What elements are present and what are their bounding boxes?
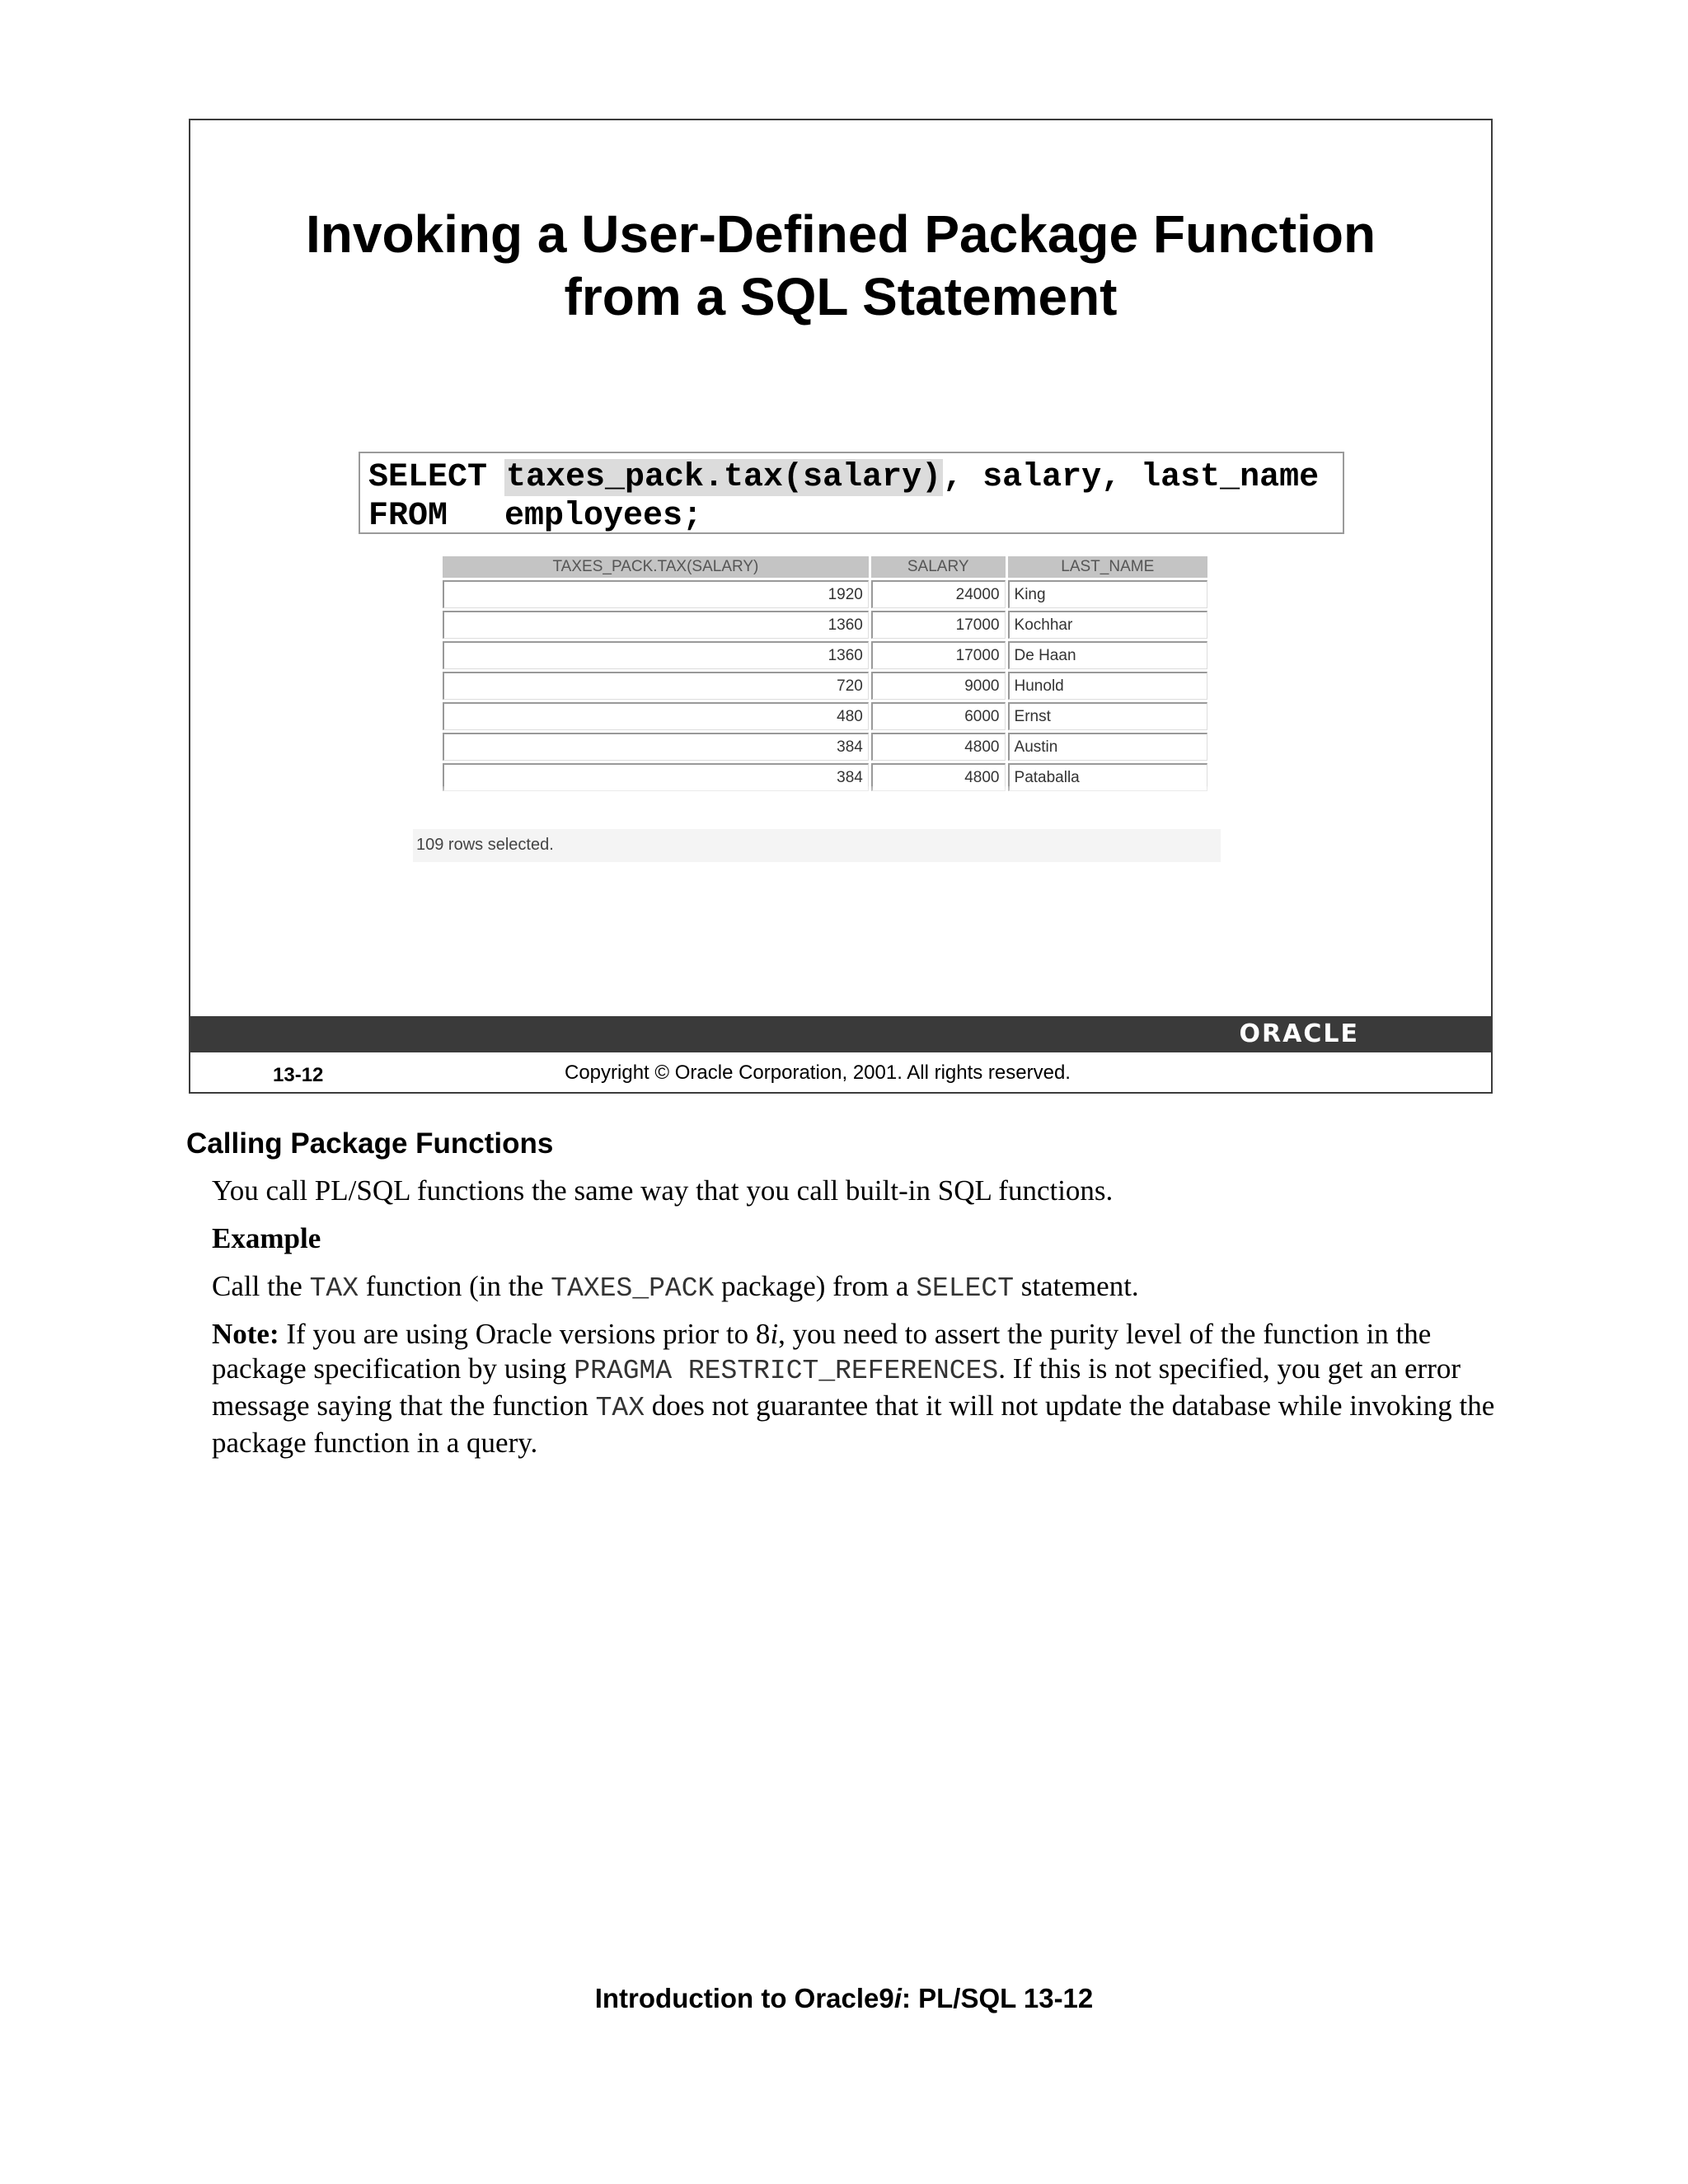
text-span: does not guarantee that it will not update the database while invoking the package function in a query.	[212, 1390, 1495, 1459]
text-span: , you need to assert the purity level of the function in the package specification by using	[212, 1318, 1432, 1385]
code-highlight: taxes_pack.tax(salary)	[506, 459, 942, 496]
table-row	[443, 580, 1207, 608]
footer-italic-i: i	[893, 1983, 902, 2013]
result-table	[440, 554, 1210, 794]
notes-heading: Calling Package Functions	[186, 1127, 554, 1160]
text-span: If you are using Oracle versions prior to 8	[279, 1318, 771, 1350]
tax-cell: 1920	[443, 580, 869, 608]
last-name-cell: King	[1008, 580, 1207, 608]
oracle-logo: ORACLE	[1239, 1019, 1359, 1048]
table-row	[443, 611, 1207, 639]
last-name-cell: De Haan	[1008, 641, 1207, 669]
code-taxes-pack: TAXES_PACK	[551, 1273, 715, 1304]
tax-cell: 1360	[443, 641, 869, 669]
text-span: package) from a	[714, 1270, 917, 1302]
footer-text: Introduction to Oracle9	[594, 1983, 894, 2013]
result-header-row	[443, 556, 1207, 578]
copyright: Copyright © Oracle Corporation, 2001. All rights reserved.	[565, 1062, 1071, 1084]
tax-cell: 384	[443, 763, 869, 791]
code-line-1	[368, 458, 1343, 497]
code-line-2-rest: employees;	[504, 498, 703, 535]
column-header: SALARY	[871, 556, 1006, 578]
code-keyword-from: FROM	[368, 498, 448, 535]
text-span: Call the	[212, 1270, 310, 1302]
tax-cell: 720	[443, 672, 869, 700]
salary-cell: 4800	[871, 763, 1006, 791]
text-span: . If this is not specified, you get an error message saying that the function	[212, 1352, 1461, 1422]
slide-footer-bar	[190, 1016, 1491, 1052]
code-line-2	[368, 497, 1343, 536]
code-tax: TAX	[309, 1273, 359, 1304]
code-select: SELECT	[916, 1273, 1015, 1304]
slide-number: 13-12	[273, 1064, 324, 1086]
column-header: TAXES_PACK.TAX(SALARY)	[443, 556, 869, 578]
table-row	[443, 641, 1207, 669]
table-row	[443, 672, 1207, 700]
tax-cell: 384	[443, 733, 869, 761]
slide-title-line-2: from a SQL Statement	[564, 267, 1118, 326]
page-footer	[0, 1983, 1688, 2014]
text-span: statement.	[1014, 1270, 1139, 1302]
footer-text: : PL/SQL 13-12	[901, 1983, 1094, 2013]
column-header: LAST_NAME	[1008, 556, 1207, 578]
last-name-cell: Hunold	[1008, 672, 1207, 700]
note-label: Note:	[212, 1318, 279, 1350]
sql-code-box	[359, 452, 1344, 534]
notes-paragraph-1: You call PL/SQL functions the same way that you call built-in SQL functions.	[212, 1174, 1114, 1207]
slide-title	[190, 203, 1491, 328]
last-name-cell: Ernst	[1008, 702, 1207, 730]
code-tax: TAX	[595, 1393, 645, 1423]
table-row	[443, 702, 1207, 730]
salary-cell: 24000	[871, 580, 1006, 608]
table-row	[443, 733, 1207, 761]
slide-title-line-1: Invoking a User-Defined Package Function	[305, 204, 1376, 264]
last-name-cell: Pataballa	[1008, 763, 1207, 791]
salary-cell: 4800	[871, 733, 1006, 761]
example-label: Example	[212, 1222, 321, 1254]
text-span: function (in the	[359, 1270, 551, 1302]
salary-cell: 6000	[871, 702, 1006, 730]
italic-i: i	[770, 1318, 779, 1350]
salary-cell: 17000	[871, 641, 1006, 669]
salary-cell: 9000	[871, 672, 1006, 700]
table-fade-out	[429, 786, 1210, 819]
code-keyword-select: SELECT	[368, 459, 488, 496]
salary-cell: 17000	[871, 611, 1006, 639]
note-paragraph	[212, 1317, 1514, 1460]
tax-cell: 480	[443, 702, 869, 730]
last-name-cell: Austin	[1008, 733, 1207, 761]
notes-paragraph-2	[212, 1269, 1514, 1306]
tax-cell: 1360	[443, 611, 869, 639]
code-pragma: PRAGMA RESTRICT_REFERENCES	[574, 1356, 999, 1386]
rows-selected-text: 109 rows selected.	[413, 829, 1221, 862]
code-line-1-rest: , salary, last_name	[943, 459, 1320, 496]
last-name-cell: Kochhar	[1008, 611, 1207, 639]
query-result	[429, 554, 1210, 814]
